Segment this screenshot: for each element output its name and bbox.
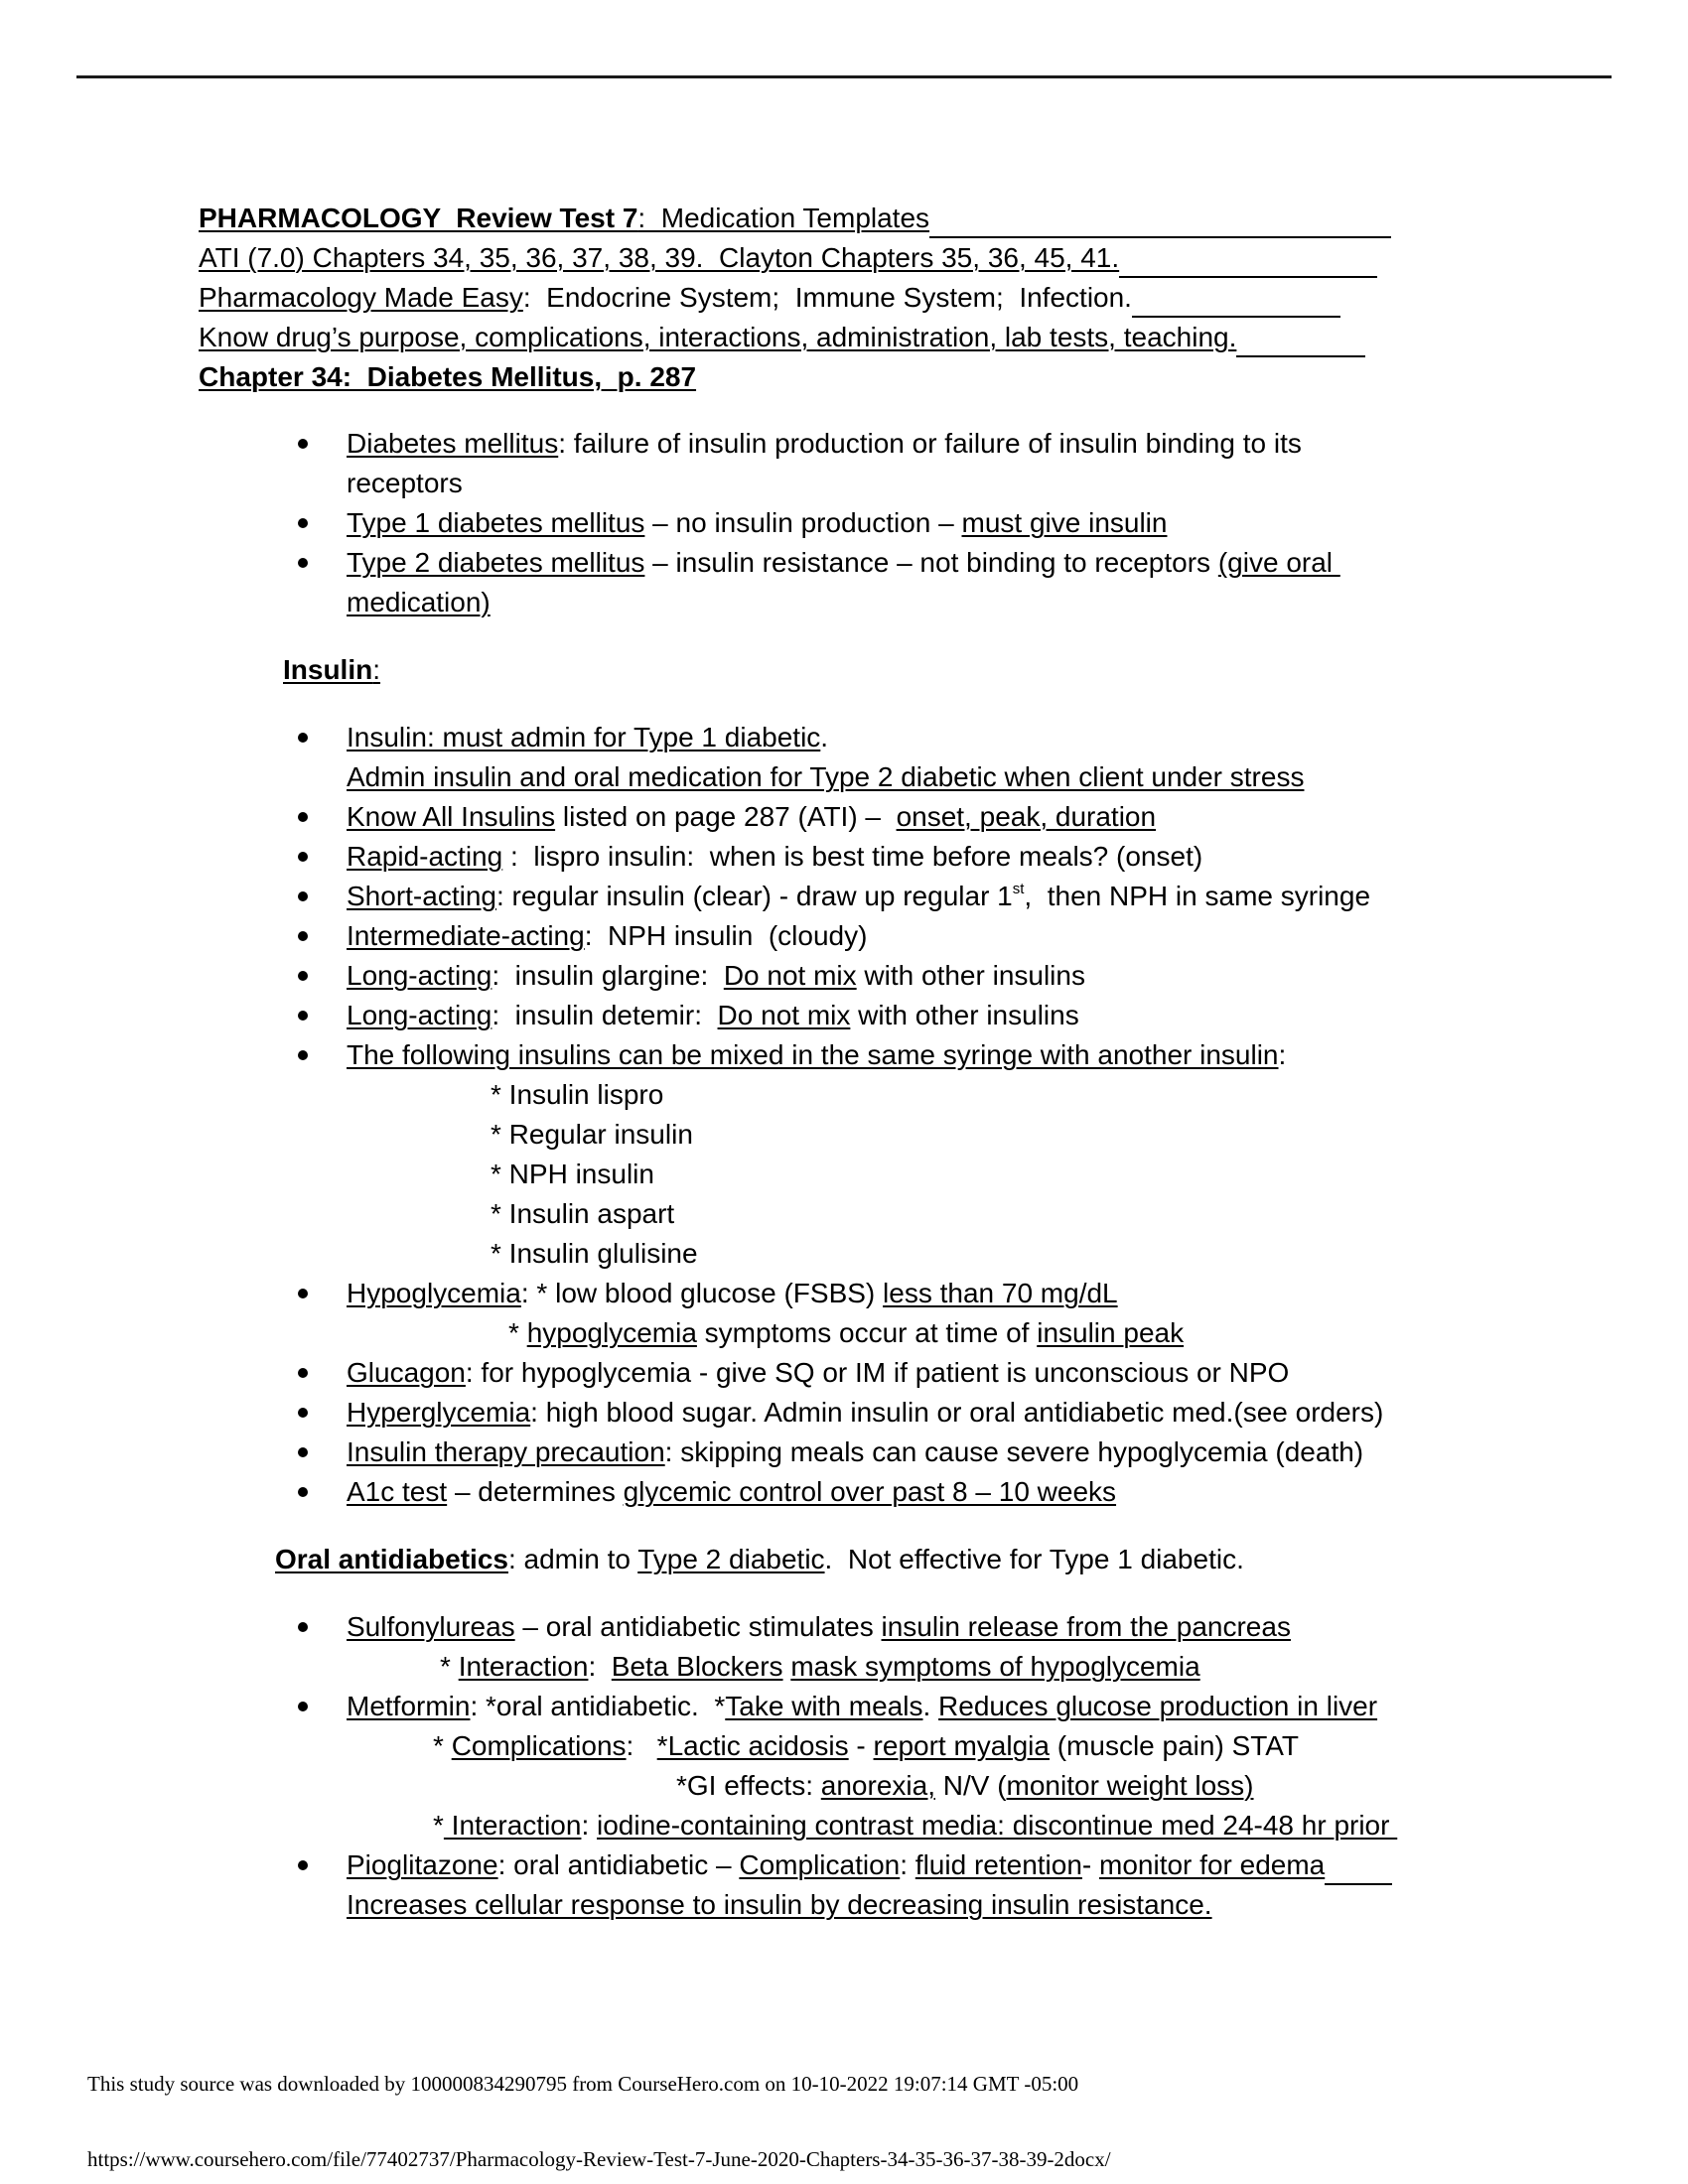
list-subitem: * Interaction: iodine-containing contrast media: discontinue med 24-48 hr prior [433,1810,1398,1841]
mixable-insulin-item: * NPH insulin [491,1159,654,1189]
bullet-icon [298,1433,308,1472]
bullet-icon [298,503,308,543]
list-item: Long-acting: insulin detemir: Do not mix with other insulins [347,1000,1079,1030]
chapters-line: ATI (7.0) Chapters 34, 35, 36, 37, 38, 39. Clayton Chapters 35, 36, 45, 41. [199,238,1377,278]
bullet-icon [298,956,308,996]
list-item-continuation: receptors [347,468,463,498]
bullet-icon [298,837,308,877]
source-url[interactable]: https://www.coursehero.com/file/77402737/Pharmacology-Review-Test-7-June-2020-Chapters-34-35-36-37-38-39-2docx/ [87,2147,1111,2171]
bullet-icon [298,1607,308,1647]
objectives-line: Know drug’s purpose, complications, interactions, administration, lab tests, teaching. [199,318,1365,357]
list-item: Rapid-acting : lispro insulin: when is best time before meals? (onset) [347,841,1203,872]
bullet-icon [298,996,308,1035]
list-item: Type 2 diabetes mellitus – insulin resistance – not binding to receptors (give oral [347,547,1340,578]
top-divider [76,75,1612,78]
underline-fill [1132,290,1340,318]
underline-fill [929,210,1391,238]
section-heading-insulin: Insulin: [283,654,381,685]
list-item-continuation: medication) [347,587,491,617]
bullet-icon [298,916,308,956]
list-item: The following insulins can be mixed in the same syringe with another insulin: [347,1039,1287,1070]
bullet-icon [298,1687,308,1726]
list-subitem: * Complications: *Lactic acidosis - report myalgia (muscle pain) STAT [433,1730,1299,1761]
bullet-icon [298,1035,308,1075]
list-item-metformin: Metformin: *oral antidiabetic. *Take with meals. Reduces glucose production in liver [347,1691,1378,1721]
underline-fill [1236,330,1365,357]
list-item: Know All Insulins listed on page 287 (ATI) – onset, peak, duration [347,801,1157,832]
bullet-icon [298,1472,308,1512]
section-heading-oral-antidiabetics: Oral antidiabetics: admin to Type 2 diabetic. Not effective for Type 1 diabetic. [275,1544,1244,1574]
underline-fill [1325,1857,1392,1885]
mixable-insulin-item: * Insulin aspart [491,1198,675,1229]
list-item: Diabetes mellitus: failure of insulin production or failure of insulin binding to its [347,428,1302,459]
doc-title: PHARMACOLOGY Review Test 7: Medication Templates [199,199,1391,238]
bullet-icon [298,424,308,464]
list-item: Short-acting: regular insulin (clear) - draw up regular 1st, then NPH in same syringe [347,881,1371,911]
bullet-icon [298,1353,308,1393]
list-subitem: *GI effects: anorexia, N/V (monitor weight loss) [676,1770,1254,1801]
list-item-precaution: Insulin therapy precaution: skipping meals can cause severe hypoglycemia (death) [347,1436,1364,1467]
bullet-icon [298,543,308,583]
download-notice: This study source was downloaded by 100000834290795 from CourseHero.com on 10-10-2022 19:07:14 GMT -05:00 [87,2072,1079,2096]
list-item-hyperglycemia: Hyperglycemia: high blood sugar. Admin insulin or oral antidiabetic med.(see orders) [347,1397,1384,1428]
bullet-icon [298,718,308,757]
bullet-icon [298,877,308,916]
bullet-icon [298,797,308,837]
underline-fill [1119,250,1377,278]
list-subitem: * hypoglycemia symptoms occur at time of insulin peak [508,1317,1185,1348]
list-item-continuation: Increases cellular response to insulin by decreasing insulin resistance. [347,1889,1212,1920]
chapter-heading: Chapter 34: Diabetes Mellitus, p. 287 [199,361,697,392]
mixable-insulin-item: * Insulin glulisine [491,1238,698,1269]
bullet-icon [298,1274,308,1313]
reference-line: Pharmacology Made Easy: Endocrine System; Immune System; Infection. [199,278,1340,318]
list-item: Intermediate-acting: NPH insulin (cloudy) [347,920,868,951]
list-item-glucagon: Glucagon: for hypoglycemia - give SQ or IM if patient is unconscious or NPO [347,1357,1290,1388]
list-item: Insulin: must admin for Type 1 diabetic. [347,722,829,752]
bullet-icon [298,1393,308,1433]
list-item: Long-acting: insulin glargine: Do not mix with other insulins [347,960,1085,991]
mixable-insulin-item: * Insulin lispro [491,1079,664,1110]
list-item-pioglitazone: Pioglitazone: oral antidiabetic – Complication: fluid retention- monitor for edema [347,1845,1392,1885]
list-item: Type 1 diabetes mellitus – no insulin production – must give insulin [347,507,1168,538]
list-item-a1c: A1c test – determines glycemic control over past 8 – 10 weeks [347,1476,1117,1507]
list-item-continuation: Admin insulin and oral medication for Type 2 diabetic when client under stress [347,761,1305,792]
list-item-hypoglycemia: Hypoglycemia: * low blood glucose (FSBS) less than 70 mg/dL [347,1278,1118,1308]
list-item-sulfonylureas: Sulfonylureas – oral antidiabetic stimulates insulin release from the pancreas [347,1611,1291,1642]
mixable-insulin-item: * Regular insulin [491,1119,693,1150]
list-subitem: * Interaction: Beta Blockers mask symptoms of hypoglycemia [440,1651,1200,1682]
bullet-icon [298,1845,308,1885]
